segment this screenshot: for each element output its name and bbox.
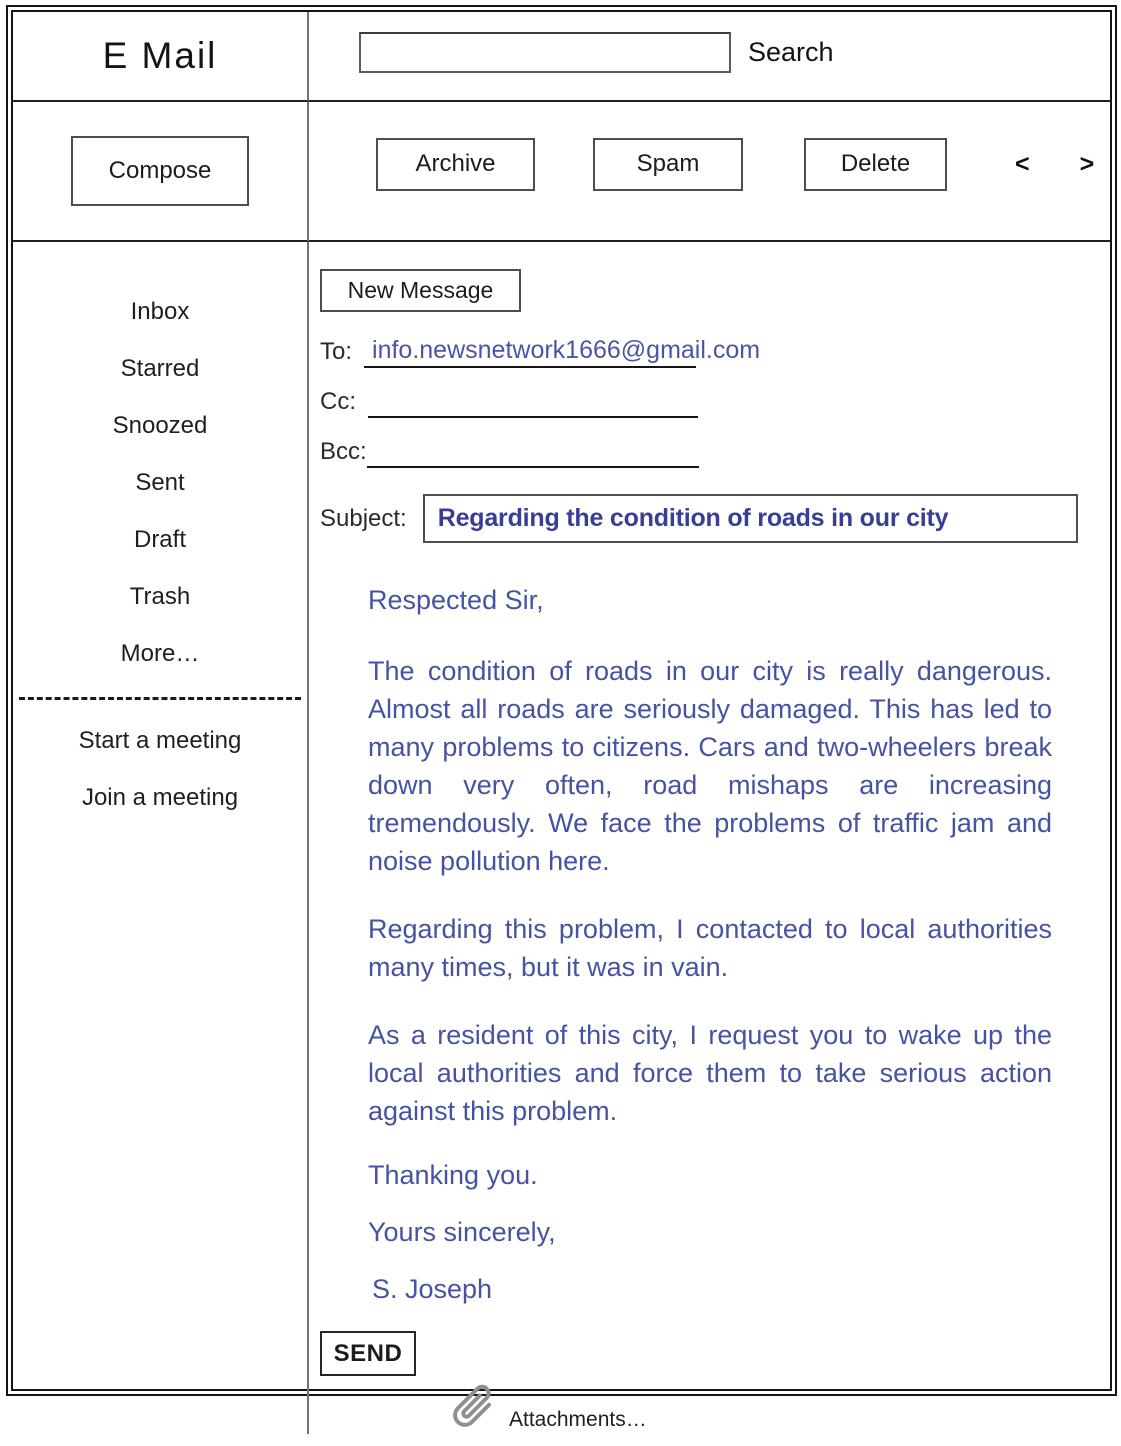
archive-button[interactable]: Archive: [376, 138, 535, 191]
subject-label: Subject:: [320, 504, 407, 532]
closing-sincerely: Yours sincerely,: [368, 1217, 556, 1247]
sidebar-item-join-meeting[interactable]: Join a meeting: [81, 784, 239, 811]
subject-input[interactable]: Regarding the condition of roads in our city: [423, 494, 1078, 543]
message-toolbar: [309, 88, 1110, 242]
search-input[interactable]: [359, 32, 731, 73]
app-header-left: [13, 12, 309, 102]
sidebar-item-starred[interactable]: Starred: [120, 355, 200, 382]
spam-button[interactable]: Spam: [593, 138, 743, 191]
attachments-control[interactable]: [445, 1378, 1110, 1434]
cc-field-row: [320, 386, 1110, 418]
body-paragraph: The condition of roads in our city is really dangerous. Almost all roads are seriously damaged. This has led to many problems to citizens. Cars and two-wheelers break down very often, road mishaps are increasing tremendously. We face the problems of traffic jam and noise pollution here.: [368, 656, 1052, 876]
to-field-row: [320, 336, 1110, 368]
body-paragraph: As a resident of this city, I request you to wake up the local authorities and force them to take serious action against this problem.: [368, 1020, 1052, 1126]
sidebar-item-more[interactable]: More…: [120, 640, 200, 667]
app-title: E Mail: [102, 35, 218, 76]
attachments-label: Attachments…: [509, 1408, 647, 1431]
new-message-header: New Message: [320, 269, 521, 312]
delete-button[interactable]: Delete: [804, 138, 947, 191]
message-body-editor[interactable]: [368, 585, 1052, 1305]
send-button[interactable]: SEND: [320, 1331, 416, 1376]
sidebar-item-sent[interactable]: Sent: [135, 469, 185, 496]
compose-pane: [309, 242, 1110, 1434]
cc-label: Cc:: [320, 388, 356, 415]
paperclip-icon: [433, 1366, 512, 1445]
sidebar-item-trash[interactable]: Trash: [129, 583, 191, 610]
subject-field-row: [320, 494, 1110, 543]
email-app-window: [11, 10, 1112, 1431]
sidebar-item-start-meeting[interactable]: Start a meeting: [78, 727, 242, 754]
sidebar-item-inbox[interactable]: Inbox: [130, 298, 190, 325]
to-input[interactable]: info.newsnetwork1666@gmail.com: [364, 336, 696, 368]
compose-button[interactable]: Compose: [71, 136, 249, 206]
cc-input[interactable]: [368, 386, 698, 418]
app-frame: [6, 5, 1117, 1431]
salutation-text: Respected Sir,: [368, 585, 544, 615]
bcc-label: Bcc:: [320, 438, 367, 465]
sidebar-item-draft[interactable]: Draft: [133, 526, 186, 553]
signature-name: S. Joseph: [372, 1274, 493, 1304]
prev-chevron-icon[interactable]: <: [1015, 149, 1030, 178]
next-chevron-icon[interactable]: >: [1079, 149, 1095, 178]
bcc-input[interactable]: [367, 436, 699, 468]
bcc-field-row: [320, 436, 1110, 468]
sidebar: [13, 242, 309, 1434]
sidebar-divider: [19, 697, 301, 700]
compose-toolbar-left: [13, 102, 309, 242]
to-label: To:: [320, 338, 353, 365]
sidebar-item-snoozed[interactable]: Snoozed: [112, 412, 208, 439]
search-label: Search: [748, 36, 834, 67]
body-paragraph: Regarding this problem, I contacted to local authorities many times, but it was in vain.: [368, 914, 1052, 982]
closing-thanks: Thanking you.: [368, 1160, 538, 1190]
